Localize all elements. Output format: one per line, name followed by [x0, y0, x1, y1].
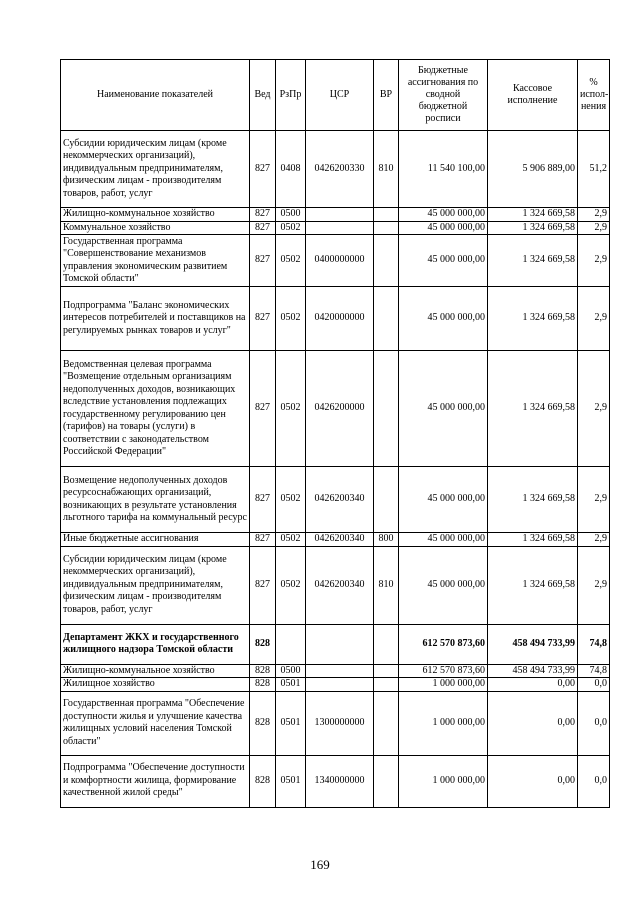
cell-pct: 0,0 — [578, 755, 610, 807]
cell-rzpr: 0501 — [276, 691, 306, 755]
cell-pct: 51,2 — [578, 131, 610, 208]
cell-csr: 0426200340 — [306, 533, 374, 547]
cell-rzpr: 0502 — [276, 546, 306, 624]
cell-ved: 828 — [250, 624, 276, 664]
cell-csr — [306, 208, 374, 222]
cell-name: Департамент ЖКХ и государственного жилищного надзора Томской области — [61, 624, 250, 664]
header-csr: ЦСР — [306, 60, 374, 131]
cell-ved: 827 — [250, 221, 276, 235]
table-row — [61, 546, 610, 624]
table-row — [61, 467, 610, 533]
cell-budget: 45 000 000,00 — [399, 235, 488, 287]
cell-pct: 2,9 — [578, 208, 610, 222]
cell-name: Жилищное хозяйство — [61, 678, 250, 692]
cell-cash: 1 324 669,58 — [488, 235, 578, 287]
cell-budget: 45 000 000,00 — [399, 467, 488, 533]
cell-ved: 828 — [250, 664, 276, 678]
cell-cash: 0,00 — [488, 678, 578, 692]
cell-budget: 612 570 873,60 — [399, 664, 488, 678]
cell-name: Государственная программа "Совершенствование механизмов управления экономическим развитием Томской области" — [61, 235, 250, 287]
cell-rzpr: 0502 — [276, 533, 306, 547]
cell-csr: 0400000000 — [306, 235, 374, 287]
cell-name: Иные бюджетные ассигнования — [61, 533, 250, 547]
cell-vr — [374, 208, 399, 222]
cell-ved: 827 — [250, 235, 276, 287]
cell-cash: 1 324 669,58 — [488, 533, 578, 547]
cell-csr: 0426200330 — [306, 131, 374, 208]
cell-cash: 5 906 889,00 — [488, 131, 578, 208]
cell-csr: 0426200340 — [306, 467, 374, 533]
cell-csr — [306, 678, 374, 692]
cell-rzpr: 0502 — [276, 235, 306, 287]
header-name: Наименование показателей — [61, 60, 250, 131]
table-row — [61, 678, 610, 692]
cell-vr: 800 — [374, 533, 399, 547]
cell-budget: 45 000 000,00 — [399, 287, 488, 351]
cell-vr — [374, 624, 399, 664]
table-row — [61, 755, 610, 807]
cell-pct: 74,8 — [578, 664, 610, 678]
cell-name: Коммунальное хозяйство — [61, 221, 250, 235]
cell-ved: 827 — [250, 287, 276, 351]
cell-pct: 2,9 — [578, 467, 610, 533]
cell-cash: 1 324 669,58 — [488, 467, 578, 533]
cell-pct: 2,9 — [578, 287, 610, 351]
cell-csr: 0420000000 — [306, 287, 374, 351]
cell-cash: 1 324 669,58 — [488, 221, 578, 235]
cell-rzpr: 0408 — [276, 131, 306, 208]
cell-pct: 74,8 — [578, 624, 610, 664]
cell-cash: 458 494 733,99 — [488, 664, 578, 678]
cell-ved: 827 — [250, 131, 276, 208]
cell-ved: 828 — [250, 678, 276, 692]
header-ved: Вед — [250, 60, 276, 131]
cell-budget: 1 000 000,00 — [399, 678, 488, 692]
cell-cash: 0,00 — [488, 755, 578, 807]
cell-budget: 45 000 000,00 — [399, 208, 488, 222]
header-rzpr: РзПр — [276, 60, 306, 131]
header-vr: ВР — [374, 60, 399, 131]
table-row — [61, 691, 610, 755]
cell-csr: 0426200340 — [306, 546, 374, 624]
cell-ved: 827 — [250, 533, 276, 547]
cell-cash: 1 324 669,58 — [488, 287, 578, 351]
cell-rzpr: 0501 — [276, 678, 306, 692]
cell-vr — [374, 678, 399, 692]
table-row — [61, 208, 610, 222]
cell-name: Ведомственная целевая программа "Возмещение отдельным организациям недополученных доходов, возникающих вследствие установления подлежащих государственному регулированию цен (тарифов) на товары (услуги) в соответствии с законодательством Российской Федерации" — [61, 351, 250, 467]
cell-budget: 1 000 000,00 — [399, 691, 488, 755]
cell-cash: 1 324 669,58 — [488, 208, 578, 222]
cell-budget: 45 000 000,00 — [399, 351, 488, 467]
table-row — [61, 533, 610, 547]
cell-vr — [374, 467, 399, 533]
cell-rzpr: 0500 — [276, 208, 306, 222]
cell-name: Подпрограмма "Баланс экономических интересов потребителей и поставщиков на регулируемых рынках товаров и услуг" — [61, 287, 250, 351]
cell-csr: 1300000000 — [306, 691, 374, 755]
cell-csr: 1340000000 — [306, 755, 374, 807]
cell-ved: 827 — [250, 467, 276, 533]
cell-ved: 828 — [250, 755, 276, 807]
cell-budget: 45 000 000,00 — [399, 533, 488, 547]
cell-name: Подпрограмма "Обеспечение доступности и комфортности жилища, формирование качественной жилой среды" — [61, 755, 250, 807]
cell-name: Субсидии юридическим лицам (кроме некоммерческих организаций), индивидуальным предпринимателям, физическим лицам - производителям товаров, работ, услуг — [61, 131, 250, 208]
cell-ved: 827 — [250, 351, 276, 467]
table-row — [61, 624, 610, 664]
cell-rzpr: 0502 — [276, 221, 306, 235]
cell-budget: 1 000 000,00 — [399, 755, 488, 807]
table-row — [61, 287, 610, 351]
cell-vr — [374, 691, 399, 755]
cell-ved: 827 — [250, 546, 276, 624]
table-row — [61, 235, 610, 287]
cell-cash: 0,00 — [488, 691, 578, 755]
cell-vr — [374, 235, 399, 287]
cell-rzpr: 0502 — [276, 287, 306, 351]
page-number: 169 — [310, 857, 330, 872]
cell-vr — [374, 287, 399, 351]
cell-csr — [306, 664, 374, 678]
cell-pct: 2,9 — [578, 546, 610, 624]
header-budget: Бюджетные ассигнования по сводной бюджетной росписи — [399, 60, 488, 131]
cell-rzpr: 0501 — [276, 755, 306, 807]
cell-name: Жилищно-коммунальное хозяйство — [61, 208, 250, 222]
cell-csr — [306, 221, 374, 235]
budget-execution-table — [60, 59, 610, 808]
cell-name: Государственная программа "Обеспечение доступности жилья и улучшение качества жилищных условий населения Томской области" — [61, 691, 250, 755]
cell-name: Жилищно-коммунальное хозяйство — [61, 664, 250, 678]
cell-vr — [374, 755, 399, 807]
cell-cash: 1 324 669,58 — [488, 546, 578, 624]
cell-ved: 828 — [250, 691, 276, 755]
cell-cash: 1 324 669,58 — [488, 351, 578, 467]
cell-vr — [374, 221, 399, 235]
cell-csr: 0426200000 — [306, 351, 374, 467]
cell-name: Возмещение недополученных доходов ресурсоснабжающих организаций, возникающих в результате установления льготного тарифа на коммунальный ресурс — [61, 467, 250, 533]
cell-budget: 11 540 100,00 — [399, 131, 488, 208]
cell-vr — [374, 351, 399, 467]
table-row — [61, 221, 610, 235]
cell-rzpr — [276, 624, 306, 664]
cell-budget: 45 000 000,00 — [399, 221, 488, 235]
cell-name: Субсидии юридическим лицам (кроме некоммерческих организаций), индивидуальным предпринимателям, физическим лицам - производителям товаров, работ, услуг — [61, 546, 250, 624]
cell-csr — [306, 624, 374, 664]
cell-vr: 810 — [374, 546, 399, 624]
cell-rzpr: 0502 — [276, 351, 306, 467]
cell-vr — [374, 664, 399, 678]
cell-pct: 2,9 — [578, 533, 610, 547]
table-row — [61, 131, 610, 208]
cell-pct: 2,9 — [578, 235, 610, 287]
cell-rzpr: 0502 — [276, 467, 306, 533]
header-pct: % испол-нения — [578, 60, 610, 131]
table-row — [61, 351, 610, 467]
cell-budget: 45 000 000,00 — [399, 546, 488, 624]
header-cash: Кассовое исполнение — [488, 60, 578, 131]
cell-pct: 2,9 — [578, 351, 610, 467]
cell-vr: 810 — [374, 131, 399, 208]
table-row — [61, 664, 610, 678]
cell-cash: 458 494 733,99 — [488, 624, 578, 664]
table-header-row — [61, 60, 610, 131]
cell-rzpr: 0500 — [276, 664, 306, 678]
cell-pct: 0,0 — [578, 678, 610, 692]
cell-pct: 2,9 — [578, 221, 610, 235]
cell-pct: 0,0 — [578, 691, 610, 755]
cell-ved: 827 — [250, 208, 276, 222]
cell-budget: 612 570 873,60 — [399, 624, 488, 664]
